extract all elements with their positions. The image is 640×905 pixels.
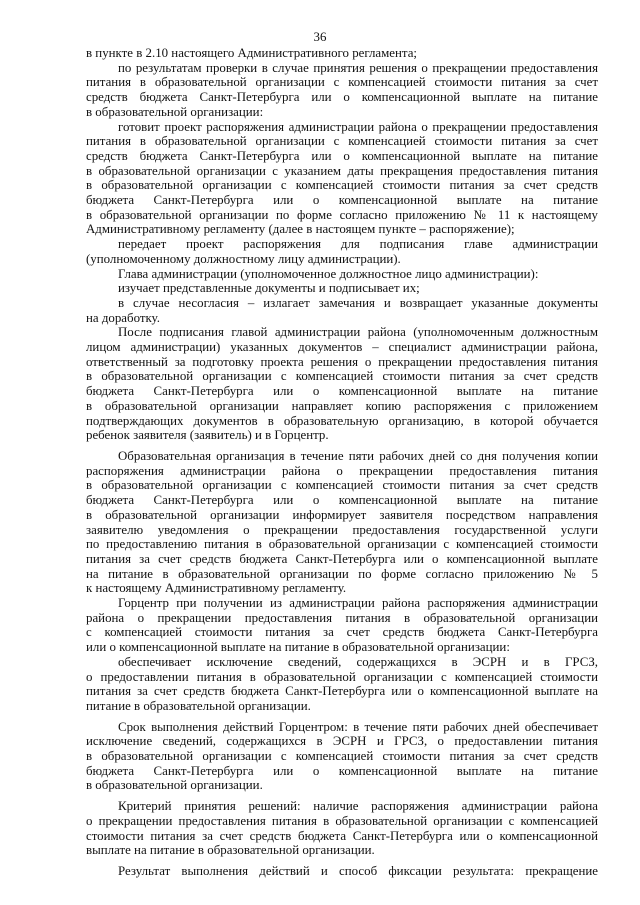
- text-line: Критерий принятия решений: наличие распоряжения администрации района: [118, 799, 598, 814]
- text-line: с компенсацией стоимости питания за счет средств бюджета Санкт-Петербурга: [86, 625, 598, 640]
- text-line: питание в образовательной организации.: [86, 698, 311, 713]
- text-line: обеспечивает исключение сведений, содержащихся в ЭСРН и в ГРСЗ,: [118, 654, 598, 669]
- text-line: в образовательной организации с указанием даты прекращения предоставления питания: [86, 163, 598, 178]
- text-line: или о компенсационной выплате на питание в образовательной организации:: [86, 640, 510, 655]
- text-line: выплате на питание в образовательной организации.: [86, 843, 375, 858]
- text-line: заявителю уведомления о прекращении предоставления государственной услуги: [86, 522, 598, 537]
- text-line: подтверждающих документов в образовательную организацию, в которой обучается: [86, 413, 598, 428]
- text-line: о предоставлении питания в образовательной организации с компенсацией стоимости: [86, 669, 598, 684]
- text-line: к настоящему Административному регламенту.: [86, 581, 347, 596]
- text-line: Срок выполнения действий Горцентром: в течение пяти рабочих дней обеспечивает: [118, 719, 598, 734]
- text-line: района о прекращении предоставления питания в образовательной организации: [86, 610, 598, 625]
- text-line: средств бюджета Санкт-Петербурга или о компенсационной выплате на питание: [86, 148, 598, 163]
- text-line: передает проект распоряжения для подписания главе администрации: [118, 237, 598, 252]
- text-line: бюджета Санкт-Петербурга или о компенсационной выплате на питание: [86, 763, 598, 778]
- text-line: исключение сведений, содержащихся в ЭСРН и ГРСЗ, о предоставлении питания: [86, 734, 598, 749]
- text-line: изучает представленные документы и подписывает их;: [118, 281, 420, 296]
- text-line: Результат выполнения действий и способ фиксации результата: прекращение: [118, 863, 598, 878]
- text-line: на доработку.: [86, 310, 160, 325]
- text-line: бюджета Санкт-Петербурга или о компенсационной выплате на питание: [86, 493, 598, 508]
- text-line: средств бюджета Санкт-Петербурга или о компенсационной выплате на питание: [86, 90, 598, 105]
- text-line: в образовательной организации направляет копию распоряжения с приложением: [86, 398, 598, 413]
- text-line: по предоставлению питания в образовательной организации с компенсацией стоимости: [86, 537, 598, 552]
- page-number: 36: [313, 30, 327, 44]
- text-line: После подписания главой администрации района (уполномоченным должностным: [118, 325, 598, 340]
- text-line: в образовательной организации с компенсацией стоимости питания за счет средств: [86, 369, 598, 384]
- text-line: лицом администрации) указанных документов – специалист администрации района,: [86, 340, 598, 355]
- text-line: питания за счет средств бюджета Санкт-Петербурга или о компенсационной выплате: [86, 551, 598, 566]
- text-line: готовит проект распоряжения администрации района о прекращении предоставления: [118, 119, 598, 134]
- text-line: питания в образовательной организации с компенсацией стоимости питания за счет: [86, 134, 598, 149]
- text-line: о прекращении предоставления питания в образовательной организации с компенсацией: [86, 813, 598, 828]
- text-line: в образовательной организации с компенсацией стоимости питания за счет средств: [86, 478, 598, 493]
- text-line: по результатам проверки в случае принятия решения о прекращении предоставления: [118, 60, 598, 75]
- text-line: бюджета Санкт-Петербурга или о компенсационной выплате на питание: [86, 193, 598, 208]
- text-line: в случае несогласия – излагает замечания и возвращает указанные документы: [118, 295, 598, 310]
- text-line: в образовательной организации по форме согласно приложению № 11 к настоящему: [86, 207, 598, 222]
- text-line: ребенок заявителя (заявитель) и в Горцентр.: [86, 428, 329, 443]
- text-line: питания за счет средств бюджета Санкт-Петербурга или о компенсационной выплате на: [86, 684, 598, 699]
- text-line: в образовательной организации с компенсацией стоимости питания за счет средств: [86, 178, 598, 193]
- text-line: бюджета Санкт-Петербурга или о компенсационной выплате на питание: [86, 384, 598, 399]
- text-line: в образовательной организации информирует заявителя посредством направления: [86, 507, 598, 522]
- text-line: в пункте в 2.10 настоящего Административного регламента;: [86, 46, 418, 60]
- text-line: ответственный за подготовку проекта решения о прекращении предоставления питания: [86, 354, 598, 369]
- text-line: Глава администрации (уполномоченное должностное лицо администрации):: [118, 266, 539, 281]
- text-line: Образовательная организация в течение пяти рабочих дней со дня получения копии: [118, 448, 598, 463]
- document-body: [86, 46, 598, 879]
- text-line: питания в образовательной организации с компенсацией стоимости питания за счет: [86, 75, 598, 90]
- text-line: распоряжения администрации района о прекращении предоставления питания: [86, 463, 598, 478]
- text-line: (уполномоченному должностному лицу администрации).: [86, 251, 401, 266]
- text-line: Административному регламенту (далее в настоящем пункте – распоряжение);: [86, 222, 515, 237]
- text-line: стоимости питания за счет средств бюджета Санкт-Петербурга или о компенсационной: [86, 828, 598, 843]
- text-line: в образовательной организации с компенсацией стоимости питания за счет средств: [86, 749, 598, 764]
- text-line: в образовательной организации:: [86, 104, 264, 119]
- text-line: на питание в образовательной организации по форме согласно приложению № 5: [86, 566, 598, 581]
- text-line: Горцентр при получении из администрации района распоряжения администрации: [118, 596, 598, 611]
- text-line: в образовательной организации.: [86, 778, 263, 793]
